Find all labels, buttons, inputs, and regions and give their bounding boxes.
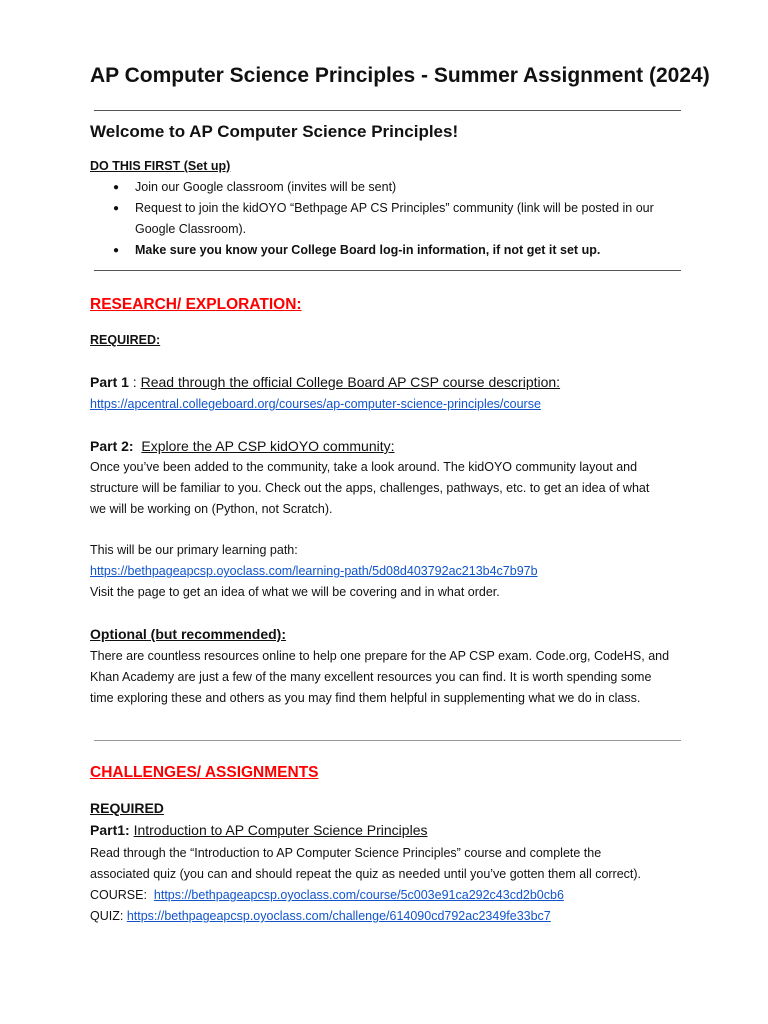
learning-path-link[interactable]: https://bethpageapcsp.oyoclass.com/learning-path/5d08d403792ac213b4c7b97b <box>90 564 538 578</box>
optional-heading: Optional (but recommended): <box>90 626 286 642</box>
divider <box>94 740 681 741</box>
paragraph-line: There are countless resources online to help one prepare for the AP CSP exam. Code.org, CodeHS, and <box>90 649 670 663</box>
learning-path-note: Visit the page to get an idea of what we will be covering and in what order. <box>90 585 500 599</box>
paragraph-line: associated quiz (you can and should repeat the quiz as needed until you’ve gotten them all correct). <box>90 867 642 881</box>
research-required-label: REQUIRED: <box>90 333 161 347</box>
research-part2: Part 2: Explore the AP CSP kidOYO community: <box>90 438 395 454</box>
paragraph-line: structure will be familiar to you. Check out the apps, challenges, pathways, etc. to get an idea of what <box>90 481 650 495</box>
document-page: AP Computer Science Principles - Summer Assignment (2024) Welcome to AP Computer Science Principles! DO THIS FIRST (Set up) ● Join our Google classroom (invites will be sent) ● Request to join the kidOYO “Bethpage AP CS Principles” community (link will be posted in our Google Classroom). ● Make sure you know your College Board log-in information, if not get it set up. RESEARCH/ EXPLORATION: REQUIRED: Part 1 : Read through the official College Board AP CSP course description: https://apcentral.collegeboard.org/courses/ap-computer-science-principles/course Part 2: Explore the AP CSP kidOYO community: Once you’ve been added to the community, take a look around. The kidOYO community layout and structure will be familiar to you. Check out the apps, challenges, pathways, etc. to get an idea of what we will be working on (Python, not Scratch). This will be our primary learning path: https://bethpageapcsp.oyoclass.com/learning-path/5d08d403792ac213b4c7b97b Visit the page to get an idea of what we will be covering and in what order. Optional (but recommended): There are countless resources online to help one prepare for the AP CSP exam. Code.org, CodeHS, and Khan Academy are just a few of the many excellent resources you can find. It is worth spending some time exploring these and others as you may find them helpful in supplementing what we do in class. CHALLENGES/ ASSIGNMENTS REQUIRED Part1: Introduction to AP Computer Science Principles Read through the “Introduction to AP Computer Science Principles” course and complete the associated quiz (you can and should repeat the quiz as needed until you’ve gotten them all correct). COURSE: https://bethpageapcsp.oyoclass.com/course/5c003e91ca292c43cd2b0cb6 QUIZ: https://bethpageapcsp.oyoclass.com/challenge/614090cd792ac2349fe33bc7 <box>0 0 768 1024</box>
quiz-link[interactable]: https://bethpageapcsp.oyoclass.com/challenge/614090cd792ac2349fe33bc7 <box>126 909 551 923</box>
challenges-part1: Part1: Introduction to AP Computer Science Principles <box>90 822 428 838</box>
page-title: AP Computer Science Principles - Summer Assignment (2024) <box>90 64 710 87</box>
learning-path-intro: This will be our primary learning path: <box>90 543 298 557</box>
paragraph-line: Read through the “Introduction to AP Computer Science Principles” course and complete the <box>90 846 602 860</box>
quiz-line: QUIZ: https://bethpageapcsp.oyoclass.com/challenge/614090cd792ac2349fe33bc7 <box>90 909 551 923</box>
paragraph-line: Khan Academy are just a few of the many excellent resources you can find. It is worth spending some <box>90 670 652 684</box>
course-description-link[interactable]: https://apcentral.collegeboard.org/courses/ap-computer-science-principles/course <box>90 397 541 411</box>
bullet-icon: ● <box>113 245 120 256</box>
setup-heading: DO THIS FIRST (Set up) <box>90 159 231 173</box>
divider <box>94 110 681 111</box>
divider <box>94 270 681 271</box>
course-line: COURSE: https://bethpageapcsp.oyoclass.com/course/5c003e91ca292c43cd2b0cb6 <box>90 888 564 902</box>
bullet-icon: ● <box>113 182 120 193</box>
paragraph-line: we will be working on (Python, not Scratch). <box>90 502 333 516</box>
research-part1: Part 1 : Read through the official College Board AP CSP course description: <box>90 374 561 390</box>
research-heading: RESEARCH/ EXPLORATION: <box>90 296 302 313</box>
bullet-icon: ● <box>113 203 120 214</box>
paragraph-line: Once you’ve been added to the community, take a look around. The kidOYO community layout and <box>90 460 638 474</box>
paragraph-line: time exploring these and others as you may find them helpful in supplementing what we do in class. <box>90 691 641 705</box>
course-link[interactable]: https://bethpageapcsp.oyoclass.com/course/5c003e91ca292c43cd2b0cb6 <box>153 888 564 902</box>
welcome-heading: Welcome to AP Computer Science Principles! <box>90 122 459 141</box>
challenges-required-label: REQUIRED <box>90 800 164 816</box>
challenges-heading: CHALLENGES/ ASSIGNMENTS <box>90 764 319 781</box>
